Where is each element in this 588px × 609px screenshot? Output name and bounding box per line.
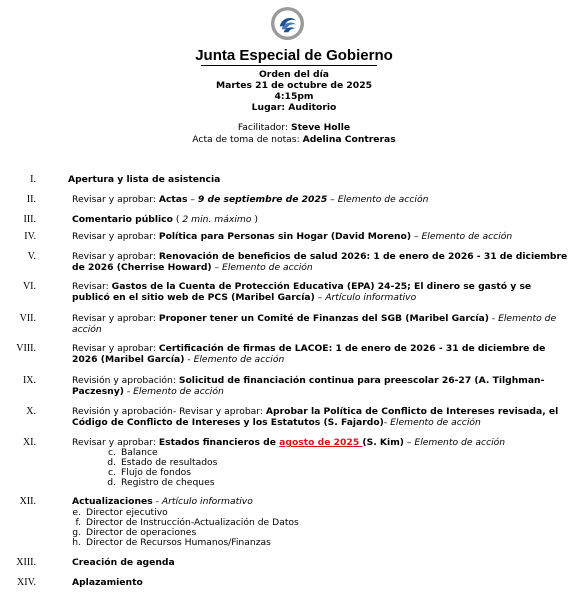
agenda-item-segment: Revisión y aprobación: (72, 375, 179, 386)
subitem-text: Director de operaciones (86, 527, 197, 538)
agenda-item-segment: Revisar y aprobar: (72, 437, 159, 448)
agenda-item-segment: - (123, 385, 134, 397)
agenda-item-segment: Elemento de acción (337, 194, 429, 205)
agenda-item-segment: Apertura y lista de asistencia (68, 174, 221, 185)
agenda-item-segment: Artículo informativo (161, 496, 253, 507)
agenda-item-segment: Elemento de acción (72, 313, 557, 335)
agenda-item-text (72, 252, 572, 273)
agenda-item-segment: - (184, 353, 194, 365)
subitem-letter: h. (72, 537, 81, 548)
agenda-item-text (72, 232, 572, 243)
agenda-item-segment: Creación de agenda (72, 557, 175, 568)
agenda-item-segment: Elemento de acción (222, 261, 313, 273)
agenda-item-segment: – (211, 261, 223, 273)
agenda-item-number: VII. (19, 313, 36, 324)
page-title: Junta Especial de Gobierno (195, 47, 393, 64)
subitem-text: Director de Instrucción-Actualización de Datos (86, 517, 299, 528)
agenda-item-number: IV. (24, 231, 36, 242)
facilitator-line (0, 123, 588, 134)
agency-seal-icon (270, 6, 305, 41)
subitem-text: Registro de cheques (121, 477, 215, 488)
meeting-location: Lugar: Auditorio (251, 102, 337, 113)
agenda-item-text (72, 497, 572, 508)
agenda-item-number: II. (26, 194, 36, 205)
notes-taker-label: Acta de toma de notas: (192, 134, 303, 145)
agenda-item-segment: – (327, 194, 338, 205)
notes-taker-name: Adelina Contreras (302, 134, 396, 145)
subitem-letter: d. (107, 457, 116, 468)
agenda-item-text (72, 314, 572, 335)
subitem-letter: c. (108, 467, 116, 478)
agenda-item-text (72, 558, 572, 569)
agenda-item-segment: Revisar y aprobar: (72, 251, 159, 262)
agenda-item-segment: - (383, 416, 391, 428)
subitem-letter: d. (107, 477, 116, 488)
agenda-item-number: VI. (22, 281, 36, 292)
agenda-subitem (98, 478, 215, 489)
agenda-item-segment: Actas (158, 194, 188, 205)
agenda-item-segment: Artículo informativo (325, 291, 417, 303)
agenda-item-segment: ( (172, 214, 183, 225)
agenda-item-number: XIV. (17, 577, 36, 588)
subitem-letter: e. (72, 507, 81, 518)
agenda-item-segment: Aplazamiento (72, 577, 143, 588)
agenda-item-segment: 2 min. máximo (182, 214, 252, 225)
agenda-item-text (72, 282, 572, 303)
agenda-item-segment: Revisar: (72, 281, 112, 292)
subitem-letter: c. (108, 447, 116, 458)
subitem-letter: g. (72, 527, 81, 538)
agenda-item-segment: Actualizaciones (72, 496, 153, 507)
agenda-item-text (72, 215, 572, 226)
agenda-item-segment: - (488, 313, 499, 324)
agenda-item-segment: Elemento de acción (133, 385, 224, 397)
agenda-item-segment: Certificación de firmas de LACOE: 1 de enero de 2026 - 31 de diciembre de 2026 (Maribel García) (72, 343, 546, 365)
agenda-item-segment: Elemento de acción (414, 437, 506, 448)
agenda-item-text (72, 578, 572, 589)
agenda-item-segment: 9 de septiembre de 2025 (197, 194, 328, 205)
agenda-item-segment: Revisar y aprobar: (72, 231, 159, 242)
subitem-letter: f. (75, 517, 81, 528)
agenda-item-text (72, 344, 572, 365)
facilitator-name: Steve Holle (290, 122, 351, 133)
subitem-text: Director de Recursos Humanos/Finanzas (86, 537, 271, 548)
agenda-item-text (68, 175, 568, 186)
subitem-text: Director ejecutivo (86, 507, 168, 518)
agenda-item-segment: ) (251, 214, 258, 225)
agenda-subtitle: Orden del día (259, 69, 329, 80)
subitem-text: Flujo de fondos (121, 467, 192, 478)
agenda-item-number: IX. (22, 375, 36, 386)
agenda-item-segment: Revisar y aprobar: (72, 194, 159, 205)
agenda-item-segment: Comentario público (72, 214, 173, 225)
highlighted-date-link[interactable]: agosto de 2025 (279, 437, 363, 448)
agenda-item-segment: – (314, 291, 326, 303)
agenda-item-segment: Gastos de la Cuenta de Protección Educativa (EPA) 24-25; El dinero se gastó y se publicó en el sitio web de PCS (Maribel García) (72, 281, 532, 303)
agenda-item-segment: Elemento de acción (193, 353, 285, 365)
agenda-item-number: V. (27, 251, 36, 262)
agenda-item-segment: Proponer tener un Comité de Finanzas del SGB (Maribel García) (158, 313, 489, 324)
agenda-item-segment: Elemento de acción (390, 416, 481, 428)
agenda-item-text (72, 376, 572, 397)
subitem-text: Balance (121, 447, 158, 458)
agenda-item-number: XII. (19, 496, 36, 507)
agenda-item-segment: Solicitud de financiación continua para preescolar 26-27 (A. Tilghman-Paczesny) (72, 375, 545, 397)
agenda-item-segment: (S. Kim) (362, 437, 404, 448)
agenda-item-segment: - (152, 496, 162, 507)
agenda-item-segment: Revisar y aprobar: (72, 313, 159, 324)
agenda-item-segment: – (411, 231, 422, 242)
agenda-item-segment: Elemento de acción (421, 231, 513, 242)
agenda-item-number: XI. (22, 437, 36, 448)
agenda-item-segment: – (187, 194, 198, 205)
agenda-item-segment: Renovación de beneficios de salud 2026: 1 de enero de 2026 - 31 de diciembre de 2026 (Cherrise Howard) (72, 251, 568, 273)
agenda-item-number: III. (23, 214, 36, 225)
agenda-item-text (72, 407, 572, 428)
notes-taker-line (0, 135, 588, 146)
agenda-subitem (63, 538, 271, 549)
agenda-item-text (72, 195, 572, 206)
agenda-item-segment: Política para Personas sin Hogar (David Moreno) (158, 231, 412, 242)
meeting-date: Martes 21 de octubre de 2025 (216, 80, 372, 91)
agenda-item-number: I. (30, 174, 36, 185)
agenda-item-number: X. (26, 406, 36, 417)
agenda-item-number: XIII. (16, 557, 36, 568)
agenda-item-segment: – (403, 437, 415, 448)
agenda-item-segment: Revisar y aprobar: (72, 343, 159, 354)
facilitator-label: Facilitador: (237, 122, 291, 133)
agenda-item-number: VIII. (16, 343, 36, 354)
subitem-text: Estado de resultados (121, 457, 218, 468)
agenda-item-segment: Estados financieros de (158, 437, 280, 448)
agenda-item-segment: Aprobar la Política de Conflicto de Intereses revisada, el Código de Conflicto de Intereses y los Estatutos (S. Fajardo) (72, 406, 559, 428)
meeting-time: 4:15pm (274, 91, 314, 102)
agenda-item-segment: Revisión y aprobación- Revisar y aprobar: (72, 406, 266, 417)
title-underline (201, 65, 377, 66)
